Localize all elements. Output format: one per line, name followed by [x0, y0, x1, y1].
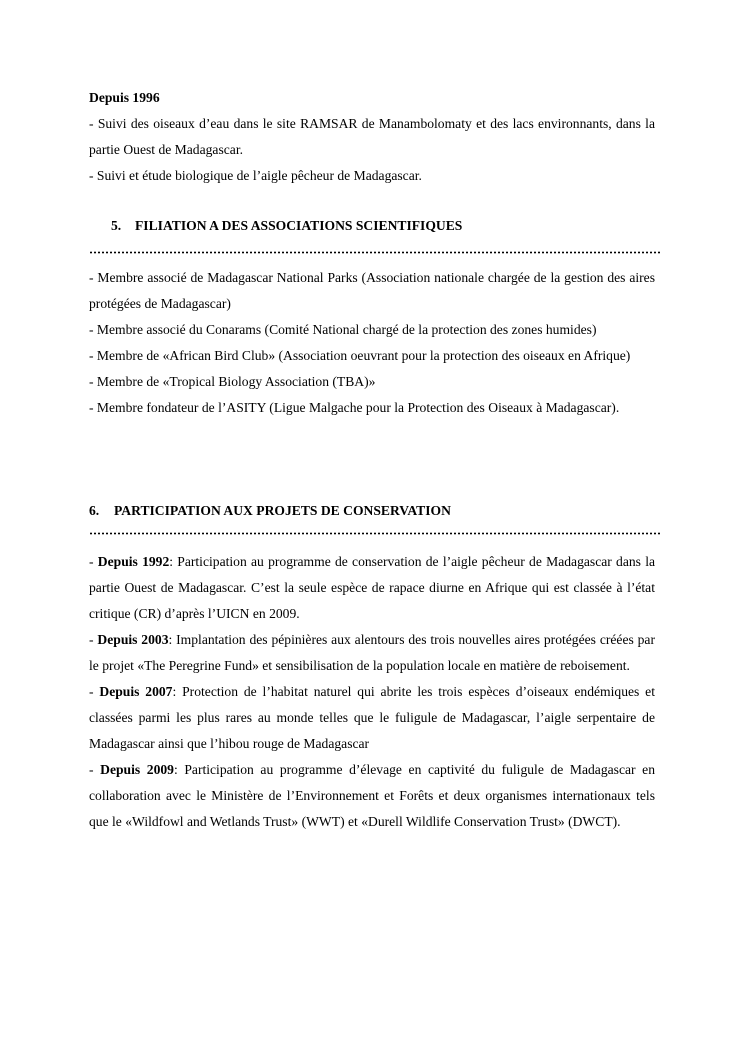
- item-date-label: Depuis 1992: [97, 554, 170, 569]
- item-prefix: -: [89, 632, 98, 647]
- item-text: : Participation au programme de conservation de l’aigle pêcheur de Madagascar dans la partie Ouest de Madagascar. C’est la seule espèce de rapace diurne en Afrique qui est classée à l’état critique (CR) d’après l’UICN en 2009.: [89, 554, 656, 621]
- section-5-list: [89, 265, 655, 421]
- intro-section: [89, 85, 655, 189]
- list-item: - Membre fondateur de l’ASITY (Ligue Malgache pour la Protection des Oiseaux à Madagascar).: [89, 400, 620, 415]
- list-item: [89, 549, 655, 627]
- list-item: - Membre de «Tropical Biology Association (TBA)»: [89, 374, 376, 389]
- section-6-number: 6.: [89, 503, 100, 518]
- list-item: - Membre associé du Conarams (Comité National chargé de la protection des zones humides): [89, 322, 597, 337]
- section-6-heading: [89, 501, 451, 521]
- list-item: [89, 757, 655, 835]
- item-text: : Participation au programme d’élevage en captivité du fuligule de Madagascar en collaboration avec le Ministère de l’Environnement et Forêts et deux organismes internationaux tels que le «Wildfowl and Wetlands Trust» (WWT) et «Durell Wildlife Conservation Trust» (DWCT).: [89, 762, 655, 829]
- list-item: [89, 679, 655, 757]
- intro-heading: Depuis 1996: [89, 90, 160, 105]
- list-item: - Membre associé de Madagascar National Parks (Association nationale chargée de la gestion des aires protégées de Madagascar): [89, 270, 655, 311]
- section-6-list: [89, 549, 655, 835]
- section-5-number: 5.: [111, 218, 122, 233]
- dotted-divider: [89, 532, 661, 535]
- item-prefix: -: [89, 762, 101, 777]
- list-item: [89, 627, 655, 679]
- item-date-label: Depuis 2007: [99, 684, 173, 699]
- item-text: : Protection de l’habitat naturel qui abrite les trois espèces d’oiseaux endémiques et classées parmi les plus rares au monde telles que le fuligule de Madagascar, l’aigle serpentaire de Madagascar ainsi que l’hibou rouge de Madagascar: [89, 684, 655, 751]
- item-prefix: -: [89, 554, 98, 569]
- section-6-title: PARTICIPATION AUX PROJETS DE CONSERVATION: [114, 503, 451, 518]
- section-5-title: FILIATION A DES ASSOCIATIONS SCIENTIFIQUES: [135, 218, 463, 233]
- intro-line: - Suivi et étude biologique de l’aigle pêcheur de Madagascar.: [89, 168, 422, 183]
- item-text: : Implantation des pépinières aux alentours des trois nouvelles aires protégées créées par le projet «The Peregrine Fund» et sensibilisation de la population locale en matière de reboisement.: [89, 632, 655, 673]
- item-date-label: Depuis 2003: [97, 632, 169, 647]
- list-item: - Membre de «African Bird Club» (Association oeuvrant pour la protection des oiseaux en Afrique): [89, 348, 631, 363]
- item-prefix: -: [89, 684, 100, 699]
- dotted-divider: [89, 251, 661, 254]
- intro-line: - Suivi des oiseaux d’eau dans le site RAMSAR de Manambolomaty et des lacs environnants, dans la partie Ouest de Madagascar.: [89, 116, 655, 157]
- item-date-label: Depuis 2009: [100, 762, 174, 777]
- section-5-heading: [111, 216, 462, 236]
